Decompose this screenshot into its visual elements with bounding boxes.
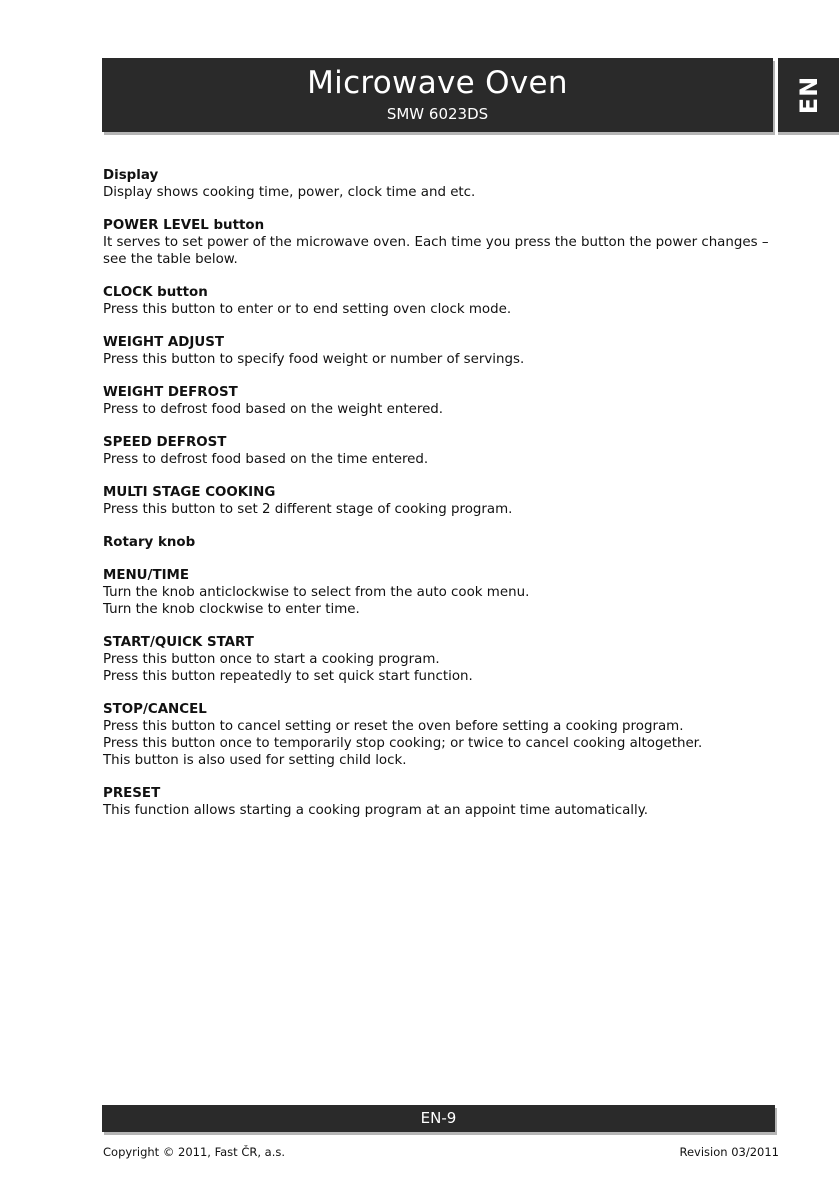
manual-section xyxy=(103,284,781,318)
manual-content xyxy=(103,167,781,835)
section-heading: Rotary knob xyxy=(103,535,196,550)
model-number: SMW 6023DS xyxy=(386,105,489,123)
section-heading: WEIGHT DEFROST xyxy=(103,385,238,400)
page-title: Microwave Oven xyxy=(307,65,568,101)
language-label: EN xyxy=(794,75,823,115)
manual-section xyxy=(103,701,781,769)
language-tab xyxy=(778,58,839,132)
section-text: Press to defrost food based on the weight entered. xyxy=(103,402,444,417)
manual-section xyxy=(103,167,781,201)
section-heading: START/QUICK START xyxy=(103,635,254,650)
manual-section xyxy=(103,567,781,618)
section-text: Press this button to enter or to end setting oven clock mode. xyxy=(103,302,512,317)
manual-section xyxy=(103,334,781,368)
section-text: It serves to set power of the microwave oven. Each time you press the button the power changes – see the table below. xyxy=(103,235,769,267)
section-text: Press this button repeatedly to set quick start function. xyxy=(103,669,473,684)
section-heading: MENU/TIME xyxy=(103,568,190,583)
section-heading: MULTI STAGE COOKING xyxy=(103,485,276,500)
section-heading: POWER LEVEL button xyxy=(103,218,265,233)
manual-section xyxy=(103,785,781,819)
section-heading: WEIGHT ADJUST xyxy=(103,335,225,350)
manual-section xyxy=(103,434,781,468)
manual-section xyxy=(103,217,781,268)
section-text: Turn the knob clockwise to enter time. xyxy=(103,602,360,617)
section-text: Turn the knob anticlockwise to select from the auto cook menu. xyxy=(103,585,530,600)
manual-section xyxy=(103,384,781,418)
section-heading: CLOCK button xyxy=(103,285,208,300)
section-text: Display shows cooking time, power, clock time and etc. xyxy=(103,185,476,200)
manual-section xyxy=(103,634,781,685)
section-text: Press this button once to start a cooking program. xyxy=(103,652,440,667)
section-text: This function allows starting a cooking program at an appoint time automatically. xyxy=(103,803,649,818)
page-header xyxy=(102,58,773,132)
section-heading: STOP/CANCEL xyxy=(103,702,207,717)
page-number: EN-9 xyxy=(420,1109,457,1127)
section-heading: PRESET xyxy=(103,786,161,801)
page-number-bar xyxy=(102,1105,775,1132)
section-text: This button is also used for setting child lock. xyxy=(103,753,407,768)
manual-section xyxy=(103,484,781,518)
section-text: Press this button to cancel setting or reset the oven before setting a cooking program. xyxy=(103,719,684,734)
section-heading: SPEED DEFROST xyxy=(103,435,227,450)
section-heading: Display xyxy=(103,168,159,183)
manual-section xyxy=(103,534,781,551)
section-text: Press this button to specify food weight or number of servings. xyxy=(103,352,525,367)
section-text: Press this button to set 2 different stage of cooking program. xyxy=(103,502,513,517)
copyright-text: Copyright © 2011, Fast ČR, a.s. xyxy=(103,1145,286,1159)
revision-text: Revision 03/2011 xyxy=(679,1145,779,1159)
section-text: Press to defrost food based on the time entered. xyxy=(103,452,429,467)
section-text: Press this button once to temporarily stop cooking; or twice to cancel cooking altogether. xyxy=(103,736,703,751)
